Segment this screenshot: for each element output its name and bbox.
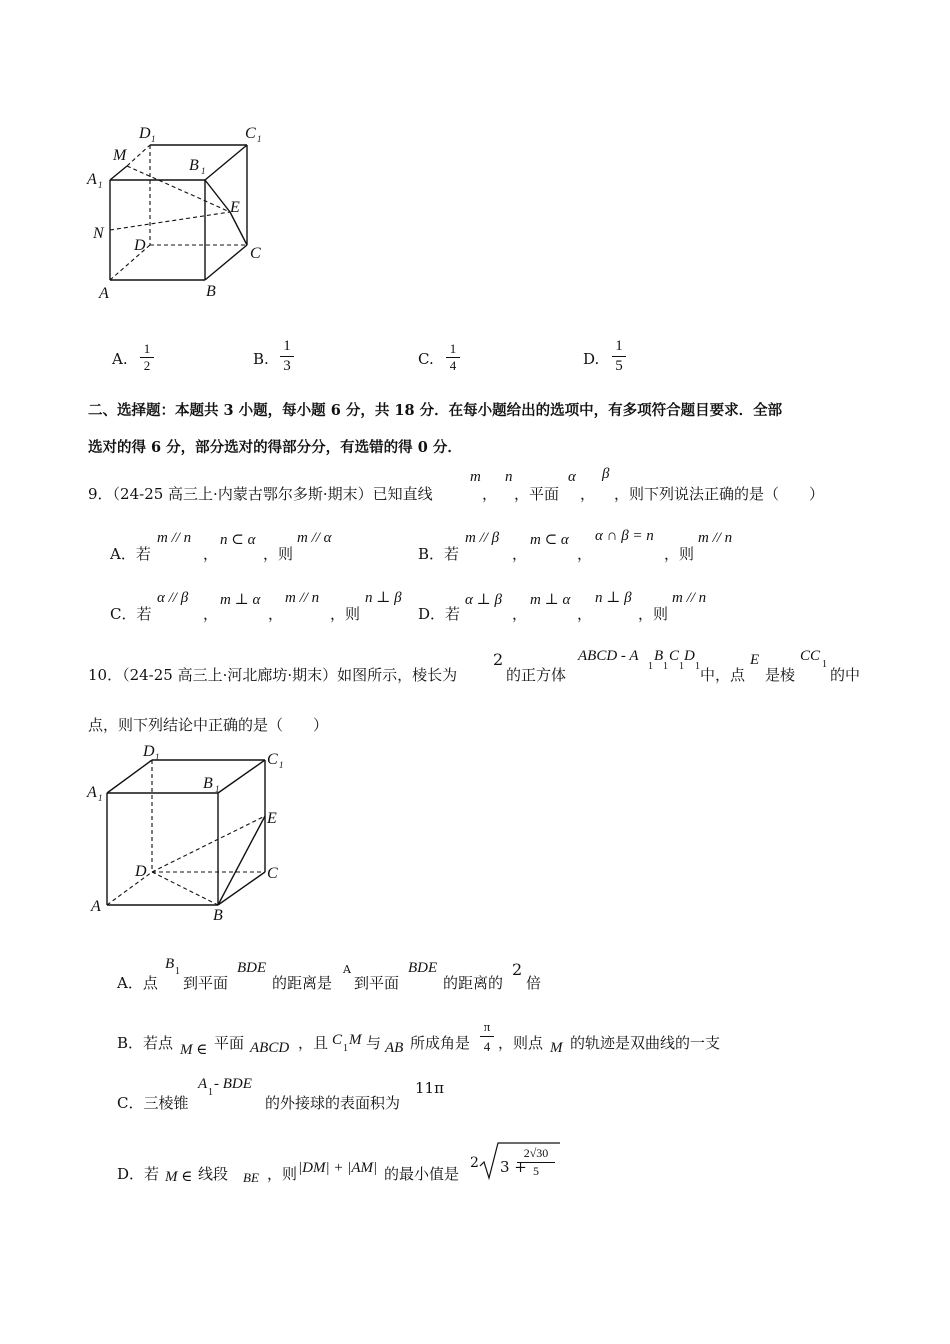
label-N: N [93, 225, 104, 242]
svg-text:1: 1 [155, 752, 160, 762]
svg-text:C: C [267, 751, 278, 768]
q10-cube-figure [85, 740, 295, 925]
label-B: B [206, 283, 216, 300]
label-D1: D [139, 125, 151, 142]
svg-text:A: A [91, 898, 101, 915]
svg-text:B: B [203, 775, 213, 792]
section-heading-line1: 二、选择题：本题共 3 小题，每小题 6 分，共 18 分．在每小题给出的选项中，有多项符合题目要求．全部 [88, 402, 783, 419]
section-heading-line2: 选对的得 6 分，部分选对的得部分分，有选错的得 0 分． [88, 439, 462, 456]
svg-text:1: 1 [98, 793, 103, 803]
svg-text:1: 1 [257, 134, 262, 144]
q10-stem-line2: 点，则下列结论中正确的是（ ） [88, 716, 329, 734]
label-M: M [113, 147, 127, 164]
svg-text:D: D [143, 743, 155, 760]
svg-text:D: D [135, 863, 147, 880]
label-C: C [250, 245, 261, 262]
label-C1: C [245, 125, 256, 142]
svg-text:1: 1 [98, 180, 103, 190]
label-D: D [134, 237, 146, 254]
svg-text:1: 1 [279, 760, 284, 770]
label-E: E [230, 199, 240, 216]
svg-text:1: 1 [151, 134, 156, 144]
svg-text:A: A [87, 784, 97, 801]
label-B1: B [189, 157, 199, 174]
q8-cube-figure [85, 120, 275, 305]
svg-text:E: E [267, 810, 277, 827]
svg-text:C: C [267, 865, 278, 882]
svg-text:1: 1 [215, 784, 220, 794]
svg-text:B: B [213, 907, 223, 924]
label-A: A [99, 285, 109, 302]
label-A1: A [87, 171, 97, 188]
svg-text:1: 1 [201, 166, 206, 176]
